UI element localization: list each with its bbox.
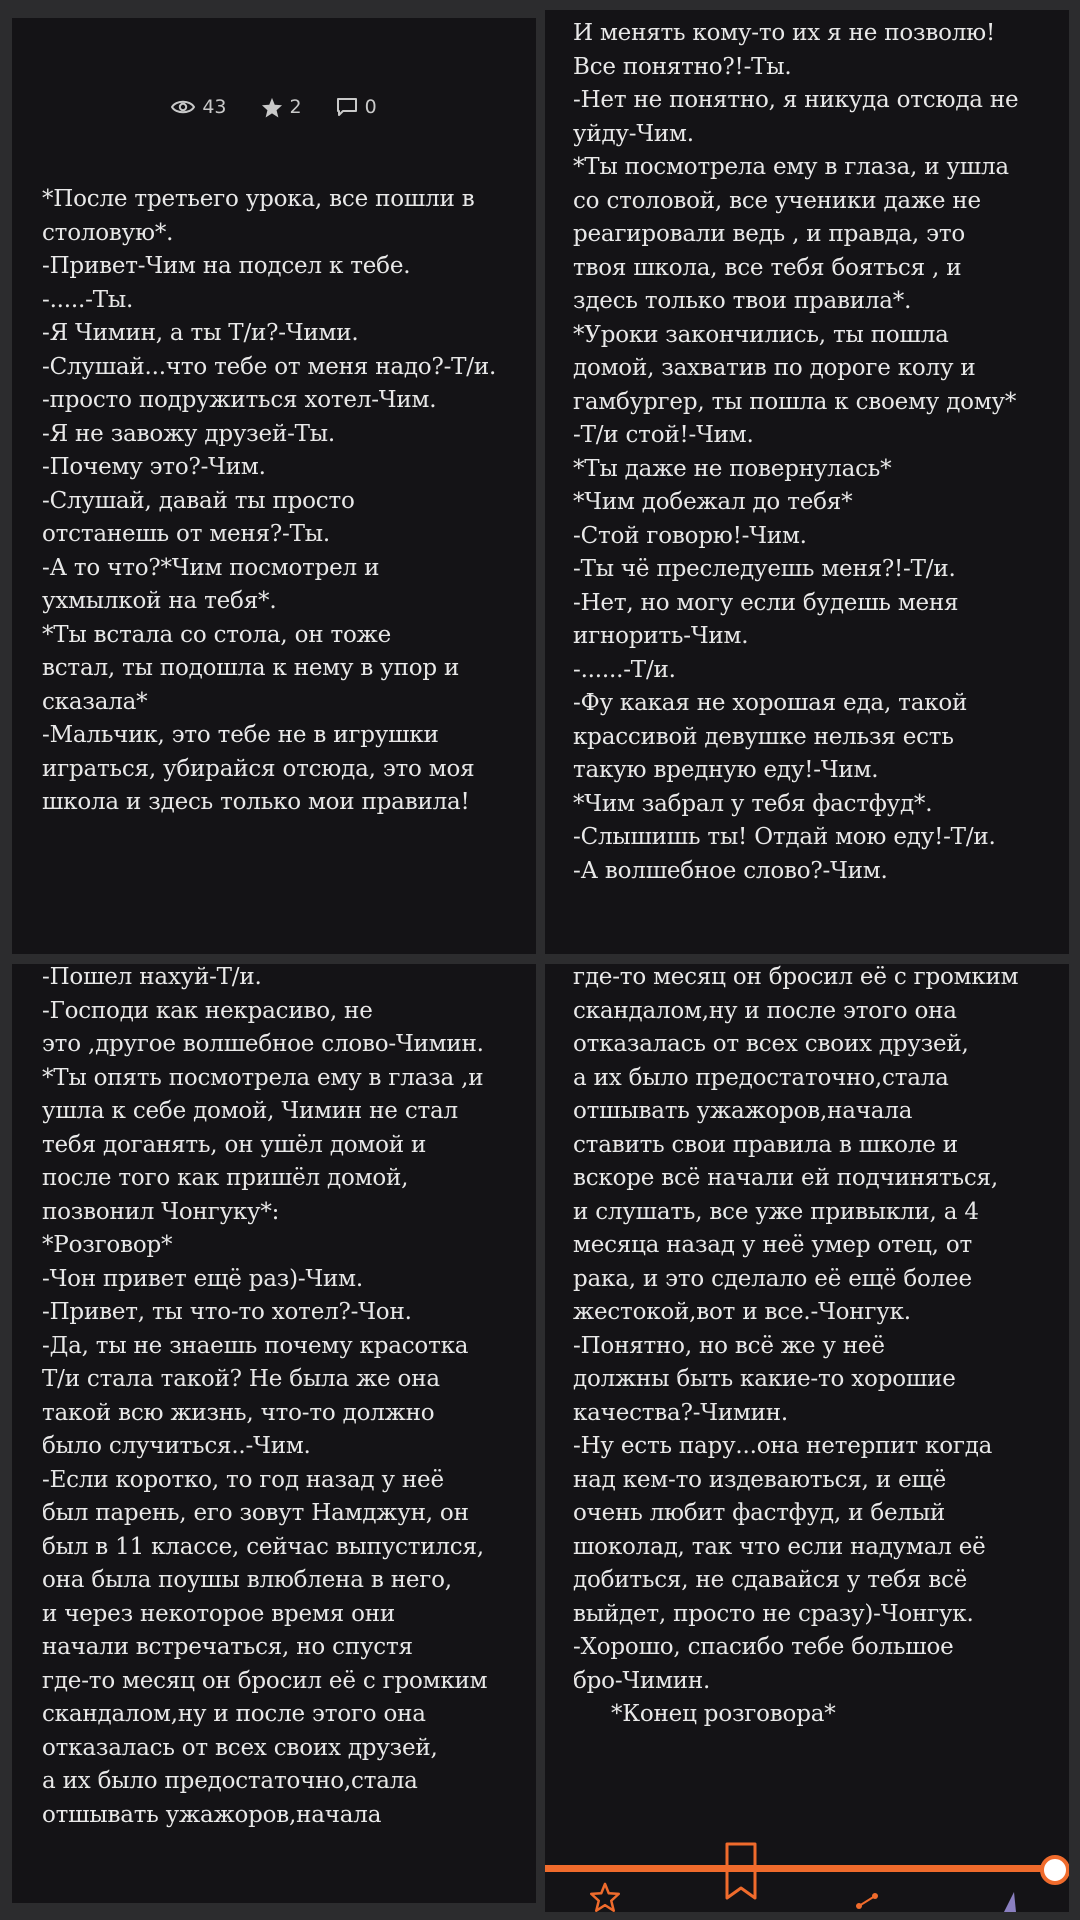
text-line: со столовой, все ученики даже не (573, 187, 981, 214)
text-line: Все понятно?!-Ты. (573, 53, 792, 80)
comments-count: 0 (364, 96, 377, 118)
text-line: -Нет, но могу если будешь меня (573, 589, 959, 616)
text-line: шоколад, так что если надумал её (573, 1533, 986, 1560)
page-1 (12, 18, 536, 954)
text-line: -Слушай...что тебе от меня надо?-Т/и. (42, 353, 497, 380)
story-text (573, 964, 1061, 1732)
text-line: сказала* (42, 688, 148, 715)
stars-count: 2 (289, 96, 302, 118)
font-icon[interactable] (1000, 1890, 1024, 1912)
story-text (42, 183, 528, 820)
text-line: месяца назад у неё умер отец, от (573, 1232, 973, 1258)
text-line: -Стой говорю!-Чим. (573, 522, 807, 549)
text-line: бро-Чимин. (573, 1667, 711, 1694)
star-icon (261, 97, 283, 118)
text-line: отказалась от всех своих друзей, (42, 1734, 438, 1761)
story-text (573, 17, 1061, 888)
text-line: -Мальчик, это тебе не в игрушки (42, 722, 439, 748)
text-line: домой, захватив по дороге колу и (573, 355, 976, 381)
text-line: твоя школа, все тебя бояться , и (573, 254, 962, 281)
text-line: *После третьего урока, все пошли в (42, 186, 475, 212)
views-stat (171, 96, 226, 118)
text-line: -Слушай, давай ты просто (42, 487, 355, 514)
text-line: рака, и это сделало её ещё более (573, 1265, 972, 1292)
eye-icon (171, 99, 195, 115)
reader-toolbar (545, 1842, 1069, 1912)
text-line: -А то что?*Чим посмотрел и (42, 554, 380, 581)
text-line: -Понятно, но всё же у неё (573, 1332, 885, 1359)
page-3 (12, 964, 536, 1903)
text-line: *Конец розговора* (611, 1701, 836, 1727)
text-line: -......-Т/и. (573, 656, 676, 683)
reading-progress-fill (545, 1865, 1053, 1872)
text-line: скандалом,ну и после этого она (42, 1701, 426, 1727)
text-line: встал, ты подошла к нему в упор и (42, 655, 460, 681)
text-line: здесь только твои правила*. (573, 288, 912, 314)
text-line: где-то месяц он бросил её с громким (42, 1667, 488, 1694)
text-line: отказалась от всех своих друзей, (573, 1031, 969, 1057)
text-line: -Нет не понятно, я никуда отсюда не (573, 87, 1019, 113)
text-line: и слушать, все уже привыкли, а 4 (573, 1198, 979, 1225)
text-line: отшывать ужажоров,начала (573, 1098, 913, 1124)
text-line: -Господи как некрасиво, не (42, 997, 373, 1024)
text-line: жестокой,вот и все.-Чонгук. (573, 1299, 911, 1325)
text-line: -Слышишь ты! Отдай мою еду!-Т/и. (573, 824, 996, 850)
text-line: *Ты опять посмотрела ему в глаза ,и (42, 1064, 484, 1091)
text-line: и через некоторое время они (42, 1600, 395, 1627)
text-line: тебя доганять, он ушёл домой и (42, 1131, 427, 1158)
text-line: был парень, его зовут Намджун, он (42, 1500, 469, 1526)
text-line: добиться, не сдавайся у тебя всё (573, 1567, 968, 1593)
text-line: а их было предостаточно,стала (42, 1768, 418, 1794)
text-line: она была поушы влюблена в него, (42, 1567, 452, 1593)
text-line: -Ну есть пару...она нетерпит когда (573, 1433, 993, 1459)
bookmark-icon[interactable] (725, 1842, 757, 1900)
text-line: очень любит фастфуд, и белый (573, 1500, 946, 1526)
text-line: это ,другое волшебное слово-Чимин. (42, 1031, 484, 1057)
text-line: качества?-Чимин. (573, 1399, 789, 1426)
story-text (42, 964, 528, 1832)
comments-stat (336, 96, 377, 118)
text-line: Т/и стала такой? Не была же она (42, 1366, 440, 1392)
text-line: *Ты даже не повернулась* (573, 455, 892, 482)
text-line: -Хорошо, спасибо тебе большое (573, 1634, 954, 1660)
work-stats (12, 96, 536, 118)
text-line: *Уроки закончились, ты пошла (573, 321, 949, 348)
text-line: над кем-то издеваються, и ещё (573, 1466, 947, 1493)
text-line: скандалом,ну и после этого она (573, 997, 957, 1024)
text-line: *Ты посмотрела ему в глаза, и ушла (573, 154, 1009, 180)
text-line: -просто подружиться хотел-Чим. (42, 387, 437, 413)
text-line: -Привет-Чим на подсел к тебе. (42, 253, 411, 279)
text-line: *Ты встала со стола, он тоже (42, 621, 392, 648)
stars-stat (261, 96, 302, 118)
share-icon[interactable] (855, 1892, 879, 1912)
text-line: а их было предостаточно,стала (573, 1064, 949, 1091)
text-line: должны быть какие-то хорошие (573, 1366, 956, 1392)
page-4 (545, 964, 1069, 1912)
text-line: такую вредную еду!-Чим. (573, 757, 879, 783)
text-line: -Фу какая не хорошая еда, такой (573, 690, 968, 716)
text-line: уйду-Чим. (573, 120, 694, 147)
text-line: отстанешь от меня?-Ты. (42, 521, 330, 547)
text-line: -Пошел нахуй-Т/и. (42, 964, 262, 990)
text-line: позвонил Чонгуку*: (42, 1198, 280, 1225)
text-line: столовую*. (42, 219, 174, 246)
text-line: -Я не завожу друзей-Ты. (42, 420, 335, 447)
text-line: -Да, ты не знаешь почему красотка (42, 1332, 469, 1359)
text-line: игнорить-Чим. (573, 623, 749, 649)
text-line: было случиться..-Чим. (42, 1433, 311, 1459)
text-line: вскоре всё начали ей подчиняться, (573, 1165, 998, 1191)
text-line: реагировали ведь , и правда, это (573, 221, 965, 247)
text-line: *Чим забрал у тебя фастфуд*. (573, 790, 933, 817)
star-icon[interactable] (590, 1882, 620, 1912)
text-line: такой всю жизнь, что-то должно (42, 1399, 435, 1426)
text-line: -.....-Ты. (42, 286, 134, 313)
text-line: -Т/и стой!-Чим. (573, 422, 754, 448)
text-line: ставить свои правила в школе и (573, 1131, 958, 1158)
text-line: крассивой девушке нельзя есть (573, 723, 954, 750)
text-line: начали встречаться, но спустя (42, 1634, 413, 1660)
text-line: ушла к себе домой, Чимин не стал (42, 1098, 458, 1124)
reading-progress-bar[interactable] (545, 1865, 1069, 1872)
text-line: школа и здесь только мои правила! (42, 789, 470, 815)
text-line: отшывать ужажоров,начала (42, 1801, 382, 1828)
text-line: где-то месяц он бросил её с громким (573, 964, 1019, 990)
text-line: -А волшебное слово?-Чим. (573, 857, 888, 884)
text-line: был в 11 классе, сейчас выпустился, (42, 1533, 484, 1560)
text-line: *Розговор* (42, 1232, 173, 1258)
text-line: играться, убирайся отсюда, это моя (42, 755, 475, 782)
text-line: ухмылкой на тебя*. (42, 588, 277, 614)
text-line: -Почему это?-Чим. (42, 454, 266, 480)
reading-progress-handle[interactable] (1040, 1855, 1069, 1885)
text-line: -Привет, ты что-то хотел?-Чон. (42, 1299, 412, 1325)
text-line: -Ты чё преследуешь меня?!-Т/и. (573, 556, 956, 582)
text-line: после того как пришёл домой, (42, 1165, 409, 1191)
text-line: -Если коротко, то год назад у неё (42, 1466, 444, 1493)
text-line: гамбургер, ты пошла к своему дому* (573, 388, 1017, 415)
page-2 (545, 10, 1069, 954)
text-line: -Я Чимин, а ты Т/и?-Чими. (42, 320, 359, 346)
text-line: выйдет, просто не сразу)-Чонгук. (573, 1600, 974, 1627)
views-count: 43 (202, 96, 227, 118)
text-line: -Чон привет ещё раз)-Чим. (42, 1265, 363, 1292)
text-line: И менять кому-то их я не позволю! (573, 20, 996, 46)
comment-icon (336, 97, 358, 117)
text-line: *Чим добежал до тебя* (573, 489, 853, 515)
